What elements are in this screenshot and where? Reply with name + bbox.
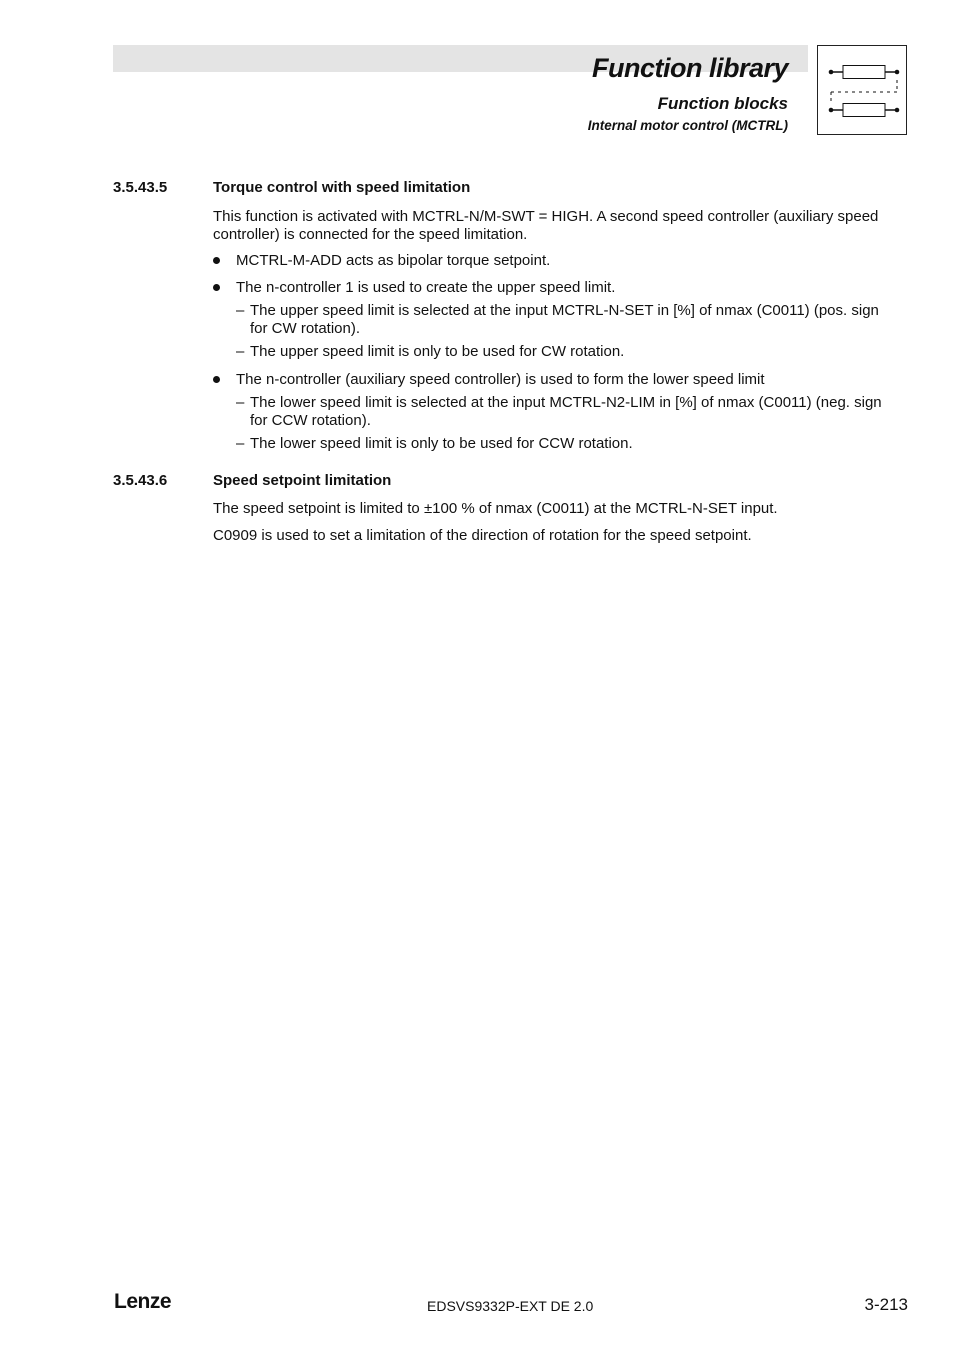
section-intro-paragraph: This function is activated with MCTRL-N/M-SWT = HIGH. A second speed controller (auxiliary speed controller) is connected for the speed limitation. <box>213 208 879 243</box>
function-block-diagram-icon <box>817 45 907 135</box>
dash-mark: – <box>236 343 245 360</box>
dash-mark: – <box>236 302 245 319</box>
page-subsubtitle: Internal motor control (MCTRL) <box>587 118 788 133</box>
section-number: 3.5.43.5 <box>113 179 168 196</box>
bullet-text: The n-controller (auxiliary speed controller) is used to form the lower speed limit <box>236 371 765 388</box>
dash-mark: – <box>236 435 245 452</box>
dash-mark: – <box>236 394 245 411</box>
lenze-logo: Lenze <box>114 1290 172 1313</box>
dash-text: The lower speed limit is only to be used for CCW rotation. <box>250 435 633 452</box>
dash-text: The upper speed limit is only to be used for CW rotation. <box>250 343 625 360</box>
page-title: Function library <box>591 53 788 83</box>
bullet-dot-icon <box>213 376 220 383</box>
section-heading: Speed setpoint limitation <box>213 472 392 489</box>
bullet-dot-icon <box>213 257 220 264</box>
page-subtitle: Function blocks <box>657 94 788 113</box>
section-number: 3.5.43.6 <box>113 472 168 489</box>
bullet-dot-icon <box>213 284 220 291</box>
paragraph: C0909 is used to set a limitation of the direction of rotation for the speed setpoint. <box>213 527 752 544</box>
paragraph: The speed setpoint is limited to ±100 % of nmax (C0011) at the MCTRL-N-SET input. <box>213 500 778 517</box>
page-number: 3-213 <box>864 1295 908 1314</box>
dash-text: The upper speed limit is selected at the input MCTRL-N-SET in [%] of nmax (C0011) (pos. sign for CW rotation). <box>250 302 879 337</box>
document-id: EDSVS9332P-EXT DE 2.0 <box>427 1298 594 1314</box>
function-block-diagram-graphic <box>818 46 908 136</box>
bullet-text: The n-controller 1 is used to create the upper speed limit. <box>236 279 616 296</box>
bullet-text: MCTRL-M-ADD acts as bipolar torque setpoint. <box>236 252 551 269</box>
section-heading: Torque control with speed limitation <box>213 179 471 196</box>
dash-text: The lower speed limit is selected at the input MCTRL-N2-LIM in [%] of nmax (C0011) (neg. sign for CCW rotation). <box>250 394 882 429</box>
